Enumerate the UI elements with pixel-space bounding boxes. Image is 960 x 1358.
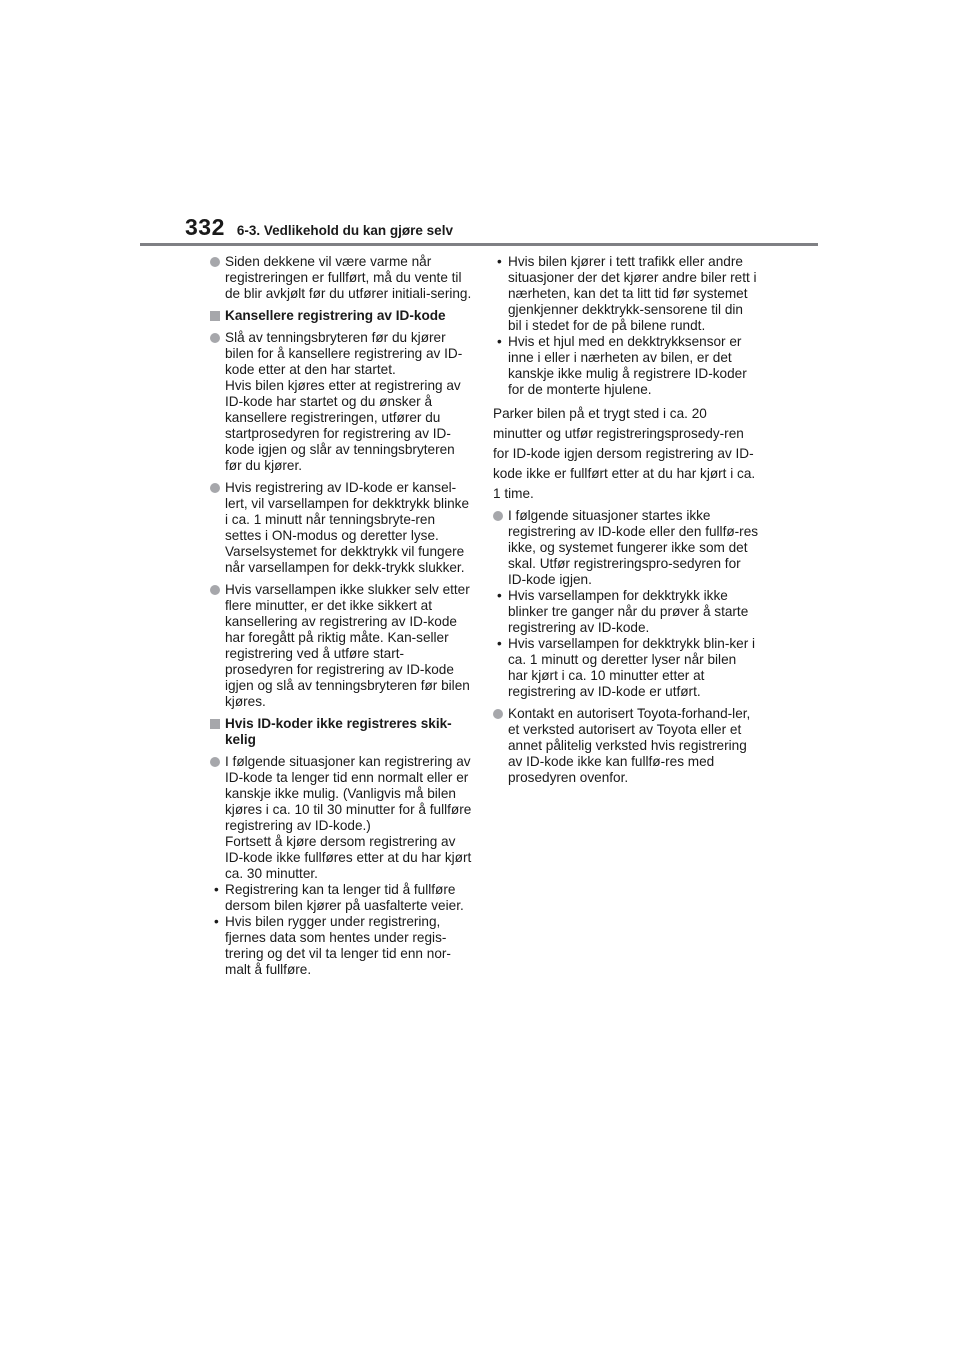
bullet-text: Hvis registrering av ID-kode er kansel-lert, vil varsellampen for dekktrykk blinke i ca. 1 minutt når tenningsbryte-ren settes i ON-modus og deretter lyse. Varselsystemet for dekktrykk vil fungere når varsellampen for dekk-trykk slukker. [225, 480, 470, 575]
sub-bullet-text: Registrering kan ta lenger tid å fullføre dersom bilen kjører på uasfalterte veier. [225, 882, 464, 913]
left-column [210, 254, 472, 978]
sub-bullet-text: Hvis et hjul med en dekktrykksensor er inne i eller i nærheten av bilen, er det kanskje ikke mulig å registrere ID-koder for de monterte hjulene. [508, 334, 747, 397]
dot-bullet-icon: • [497, 588, 502, 603]
bullet-text: Kontakt en autorisert Toyota-forhand-ler, et verksted autorisert av Toyota eller et annet pålitelig verksted hvis registrering av ID-kode ikke kan fullfø-res med prosedyren ovenfor. [508, 706, 751, 785]
sub-bullet-item [493, 254, 759, 334]
sub-bullet-text: Hvis varsellampen for dekktrykk blin-ker i ca. 1 minutt og deretter lyser når bilen har kjørt i ca. 10 minutter etter at registrering av ID-kode er utført. [508, 636, 756, 699]
dot-bullet-icon: • [497, 254, 502, 269]
heading-text: Kansellere registrering av ID-kode [225, 308, 446, 323]
bullet-text: I følgende situasjoner kan registrering av ID-kode ta lenger tid enn normalt eller er kanskje ikke mulig. (Vanligvis må bilen kjøres i ca. 10 til 30 minutter for å fullføre registrering av ID-kode.) Fortsett å kjøre dersom registrering av ID-kode ikke fullføres etter at du har kjørt ca. 30 minutter. [225, 754, 472, 881]
sub-bullet-item [210, 914, 472, 978]
sub-bullet-text: Hvis bilen rygger under registrering, fjernes data som hentes under regis-trering og det vil ta lenger tid enn nor-malt å fullføre. [225, 914, 451, 977]
bullet-item [210, 330, 472, 474]
circle-bullet-icon [493, 709, 503, 719]
dot-bullet-icon: • [497, 636, 502, 651]
header-divider [140, 243, 818, 246]
paragraph: Parker bilen på et trygt sted i ca. 20 minutter og utfør registreringsprosedy-ren for ID-kode igjen dersom registrering av ID-kode ikke er fullført etter at du har kjørt i ca. 1 time. [493, 406, 756, 501]
square-heading-icon [210, 719, 220, 729]
heading-text: Hvis ID-koder ikke registreres skik-kelig [225, 716, 452, 747]
square-heading-icon [210, 311, 220, 321]
bullet-text: Slå av tenningsbryteren før du kjører bilen for å kansellere registrering av ID-kode etter at den har startet. Hvis bilen kjøres etter at registrering av ID-kode har startet og du ønsker å kansellere registreringen, utfører du startprosedyren for registrering av ID-kode igjen og slår av tenningsbryteren før du kjører. [225, 330, 463, 473]
sub-bullet-item [493, 334, 759, 398]
dot-bullet-icon: • [214, 882, 219, 897]
page-header [185, 214, 453, 241]
bullet-text: Siden dekkene vil være varme når registreringen er fullført, må du vente til de blir avkjølt før du utfører initiali-sering. [225, 254, 472, 301]
bullet-text: Hvis varsellampen ikke slukker selv etter flere minutter, er det ikke sikkert at kansellering av registrering av ID-kode har foregått på riktig måte. Kan-seller registrering ved å utføre start-prosedyren for registrering av ID-kode igjen og slå av tenningsbryteren før bilen kjøres. [225, 582, 470, 709]
bullet-item [210, 480, 472, 576]
bullet-item [493, 706, 759, 786]
circle-bullet-icon [210, 585, 220, 595]
sub-bullet-text: Hvis bilen kjører i tett trafikk eller andre situasjoner der det kjører andre biler rett i nærheten, kan det ta litt tid før systemet gjenkjenner dekktrykk-sensorene til din bil i stedet for de på bilene rundt. [508, 254, 757, 333]
circle-bullet-icon [210, 333, 220, 343]
sub-bullet-text: Hvis varsellampen for dekktrykk ikke blinker tre ganger når du prøver å starte registrering av ID-kode. [508, 588, 749, 635]
bullet-item [210, 582, 472, 710]
circle-bullet-icon [493, 511, 503, 521]
page-number: 332 [185, 214, 225, 240]
sub-bullet-item [210, 882, 472, 914]
bullet-text: I følgende situasjoner startes ikke registrering av ID-kode eller den fullfø-res ikke, og systemet fungerer ikke som det skal. Utfør registreringspro-sedyren for ID-kode igjen. [508, 508, 759, 587]
right-column [493, 254, 759, 786]
dot-bullet-icon: • [497, 334, 502, 349]
section-heading [210, 716, 472, 748]
sub-bullet-item [493, 588, 759, 636]
circle-bullet-icon [210, 257, 220, 267]
bullet-item [493, 508, 759, 588]
bullet-item [210, 254, 472, 302]
sub-bullet-item [493, 636, 759, 700]
section-title: 6-3. Vedlikehold du kan gjøre selv [236, 223, 453, 238]
circle-bullet-icon [210, 757, 220, 767]
bullet-item [210, 754, 472, 882]
dot-bullet-icon: • [214, 914, 219, 929]
section-heading [210, 308, 472, 324]
circle-bullet-icon [210, 483, 220, 493]
